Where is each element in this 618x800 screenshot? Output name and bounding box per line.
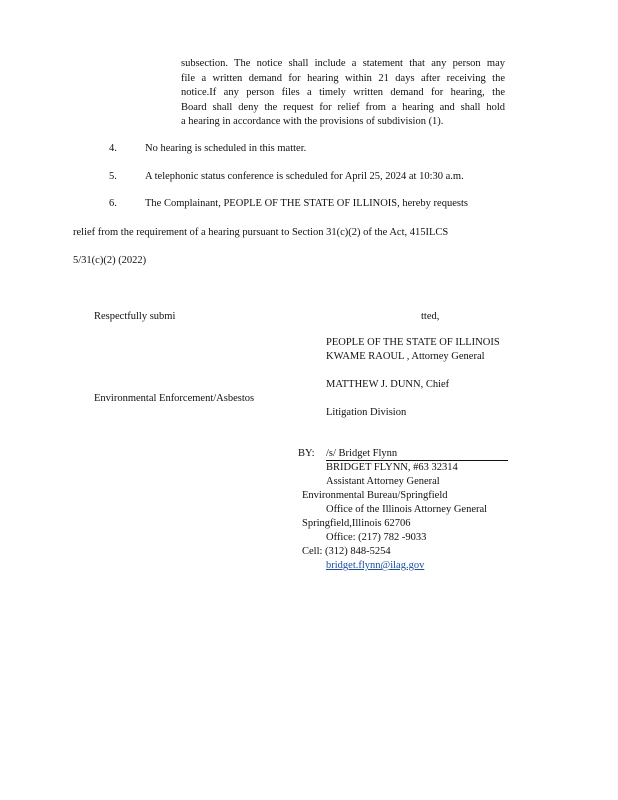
item-5-text: A telephonic status conference is scheduled for April 25, 2024 at 10:30 a.m. (145, 171, 464, 182)
attorney-city: Springfield,Illinois 62706 (302, 518, 411, 529)
attorney-office: Office of the Illinois Attorney General (326, 504, 488, 515)
attorney-email-link[interactable]: bridget.flynn@ilag.gov (326, 560, 425, 571)
signature-chief-line: MATTHEW J. DUNN, Chief (326, 379, 450, 390)
respectfully-submitted-tail: tted, (421, 311, 440, 322)
attorney-name: BRIDGET FLYNN, #63 32314 (326, 462, 458, 473)
signature-org-line-2: KWAME RAOUL , Attorney General (326, 351, 485, 362)
quote-line-4: Board shall deny the request for relief from a hearing and shall hold (181, 101, 505, 113)
paragraph-6-line-3: 5/31(c)(2) (2022) (73, 255, 147, 266)
signature-enforcement-line: Environmental Enforcement/Asbestos (94, 393, 255, 404)
attorney-office-phone: Office: (217) 782 -9033 (326, 532, 427, 543)
quote-line-5: a hearing in accordance with the provisions of subdivision (1). (181, 116, 444, 127)
signature-line: /s/ Bridget Flynn (326, 447, 508, 461)
signature-org-line-1: PEOPLE OF THE STATE OF ILLINOIS (326, 337, 500, 348)
item-6-text: The Complainant, PEOPLE OF THE STATE OF ILLINOIS, hereby requests (145, 198, 468, 209)
respectfully-submitted: Respectfully submi (94, 311, 176, 322)
item-4-number: 4. (109, 143, 117, 154)
quote-line-1: subsection. The notice shall include a statement that any person may (181, 58, 505, 69)
item-4-text: No hearing is scheduled in this matter. (145, 143, 307, 154)
item-5-number: 5. (109, 171, 117, 182)
attorney-bureau: Environmental Bureau/Springfield (302, 490, 448, 501)
item-6-number: 6. (109, 198, 117, 209)
quoted-statute-block (181, 57, 505, 130)
attorney-cell-phone: Cell: (312) 848-5254 (302, 546, 391, 557)
attorney-title: Assistant Attorney General (326, 476, 440, 487)
signature-division-line: Litigation Division (326, 407, 407, 418)
quote-line-3: notice.If any person files a timely written demand for hearing, the (181, 87, 505, 98)
paragraph-6-line-2: relief from the requirement of a hearing pursuant to Section 31(c)(2) of the Act, 415ILCS (73, 227, 449, 238)
quote-line-2: file a written demand for hearing within 21 days after receiving the (181, 72, 505, 84)
by-label: BY: (298, 448, 315, 459)
